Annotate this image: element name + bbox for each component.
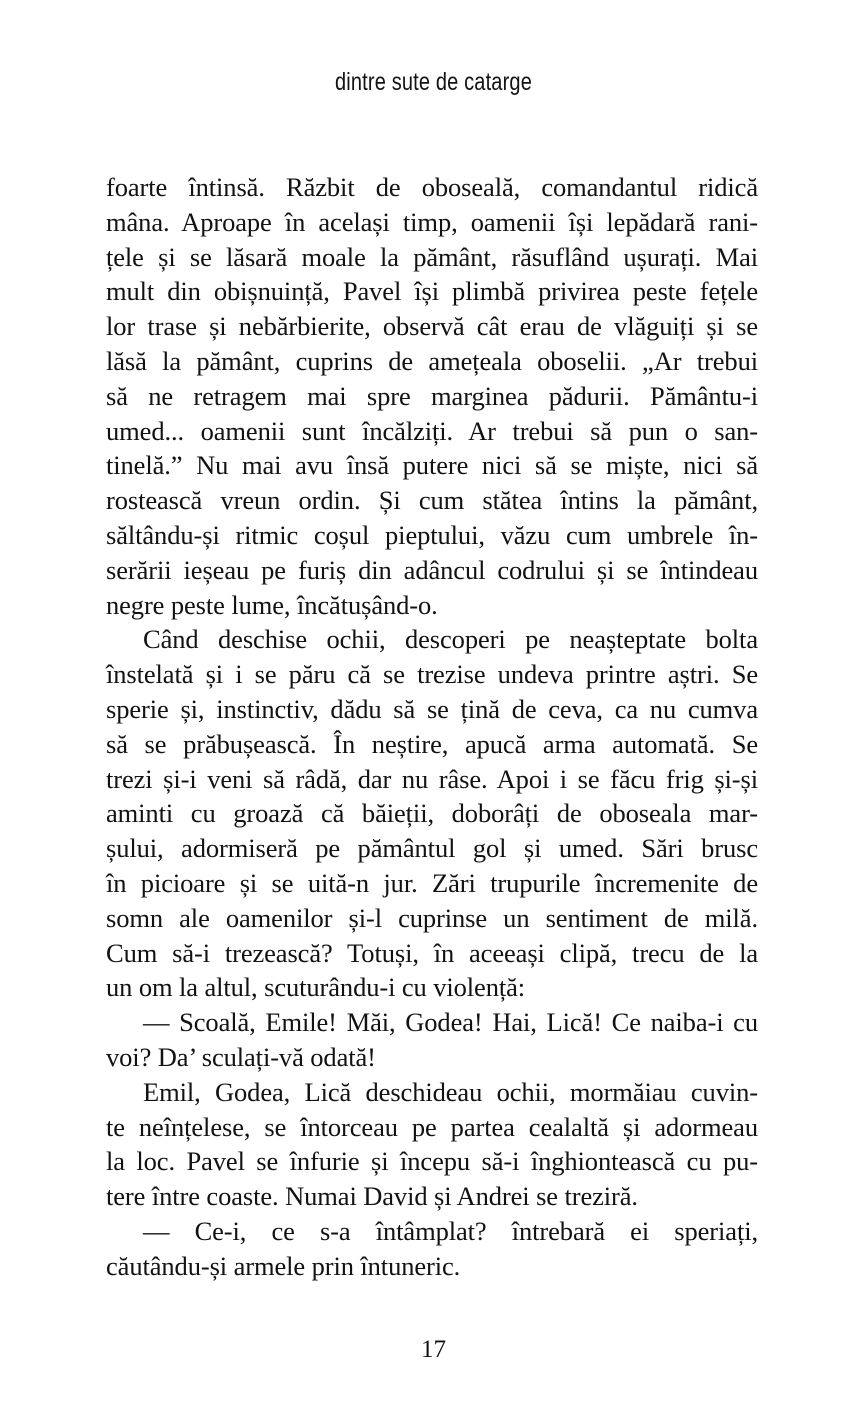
text-line: negre peste lume, încătușând-o. bbox=[106, 589, 438, 620]
text-line: mult din obișnuință, Pavel își plimbă privirea peste fețele bbox=[106, 276, 758, 307]
text-line: tere între coaste. Numai David și Andrei se treziră. bbox=[106, 1181, 638, 1212]
text-line: în picioare și se uită-n jur. Zări trupurile încremenite de bbox=[106, 867, 758, 898]
text-line: lor trase și nebărbierite, observă cât erau de vlăguiți și se bbox=[106, 311, 758, 342]
text-line: serării ieșeau pe furiș din adâncul codrului și se întindeau bbox=[106, 554, 758, 585]
text-line: lăsă la pământ, cuprins de amețeala oboselii. „Ar trebui bbox=[106, 345, 758, 376]
text-line: Cum să-i trezească? Totuși, în aceeași clipă, trecu de la bbox=[106, 937, 758, 968]
running-head-title: dintre sute de catarge bbox=[335, 68, 532, 96]
text-line: Când deschise ochii, descoperi pe neașteptate bolta bbox=[143, 624, 758, 655]
text-line: aminti cu groază că băieții, doborâți de oboseala mar- bbox=[106, 798, 758, 829]
text-line: te neînțelese, se întorceau pe partea cealaltă și adormeau bbox=[106, 1111, 758, 1142]
text-line: somn ale oamenilor și-l cuprinse un sentiment de milă. bbox=[106, 902, 758, 933]
text-line: trezi și-i veni să râdă, dar nu râse. Apoi i se făcu frig și-și bbox=[106, 763, 758, 794]
text-line: foarte întinsă. Răzbit de oboseală, comandantul ridică bbox=[106, 172, 758, 202]
text-line: voi? Da’ sculați-vă odată! bbox=[106, 1041, 376, 1072]
text-line: șului, adormiseră pe pământul gol și umed. Sări brusc bbox=[106, 833, 758, 864]
text-line: sperie și, instinctiv, dădu să se țină de ceva, ca nu cumva bbox=[106, 693, 758, 724]
text-line: mâna. Aproape în același timp, oamenii își lepădară rani- bbox=[106, 206, 758, 237]
text-line: săltându-și ritmic coșul pieptului, văzu cum umbrele în- bbox=[106, 519, 758, 550]
text-line: — Scoală, Emile! Măi, Godea! Hai, Lică! Ce naiba-i cu bbox=[143, 1007, 758, 1038]
text-line: Emil, Godea, Lică deschideau ochii, mormăiau cuvin- bbox=[143, 1076, 758, 1107]
text-line: rostească vreun ordin. Și cum stătea întins la pământ, bbox=[106, 485, 758, 516]
text-line: tinelă.” Nu mai avu însă putere nici să se miște, nici să bbox=[106, 450, 758, 481]
text-line: căutându-și armele prin întuneric. bbox=[106, 1250, 461, 1281]
text-line: să se prăbușească. În neștire, apucă arma automată. Se bbox=[106, 728, 758, 759]
text-line: un om la altul, scuturându-i cu violență: bbox=[106, 972, 526, 1003]
text-block bbox=[106, 170, 758, 1284]
text-line: înstelată și i se păru că se trezise undeva printre aștri. Se bbox=[106, 659, 758, 690]
text-line: umed... oamenii sunt încălziți. Ar trebui să pun o san- bbox=[106, 415, 758, 446]
text-line: — Ce-i, ce s-a întâmplat? întrebară ei speriați, bbox=[143, 1215, 758, 1246]
text-line: la loc. Pavel se înfurie și începu să-i înghiontească cu pu- bbox=[106, 1146, 758, 1177]
page-number: 17 bbox=[421, 1336, 446, 1363]
text-line: să ne retragem mai spre marginea pădurii. Pământu-i bbox=[106, 380, 758, 411]
text-line: țele și se lăsară moale la pământ, răsuflând ușurați. Mai bbox=[106, 241, 758, 272]
